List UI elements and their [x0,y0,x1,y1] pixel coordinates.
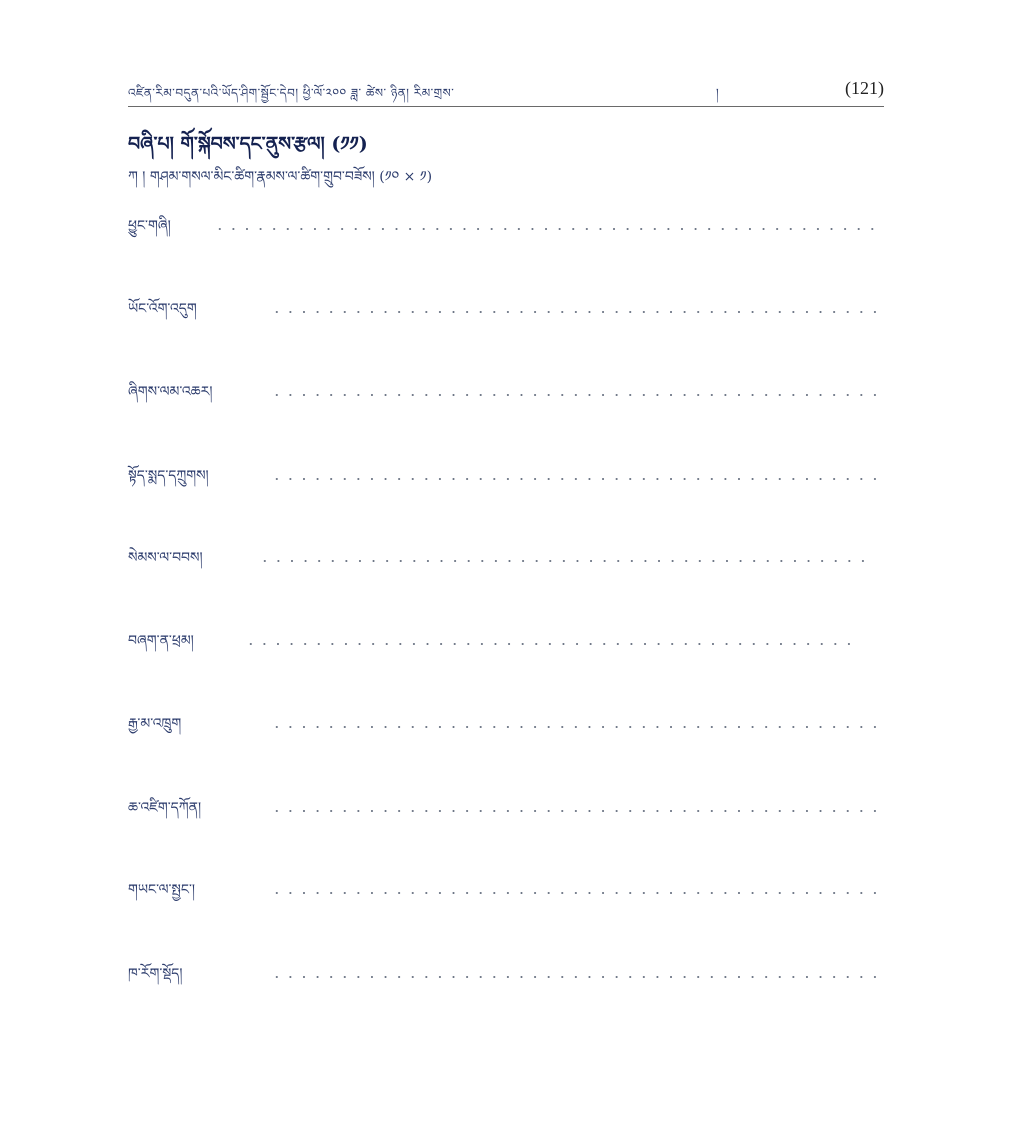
vocab-term: གཡང་ལ་སྤྱང་། [128,882,196,898]
vocab-term: ཕྱུང་གཞི། [128,218,171,234]
vocab-term: ཡོང་འོག་འདུག [128,301,197,317]
answer-row [128,629,194,659]
answer-row [128,380,212,410]
vocab-term: ཞིགས་ལམ་འཆར། [128,384,213,400]
answer-row [128,712,181,742]
header-separator: ། [716,86,720,100]
vocab-term: སེམས་ལ་བབས། [128,550,203,566]
answer-dotted-line[interactable] [244,643,857,645]
answer-row [128,464,209,494]
vocab-term: ཁ་རོག་སྡོད། [128,966,183,982]
answer-dotted-line[interactable] [270,892,883,894]
answer-row [128,546,203,576]
vocab-term: བཞག་ན་ཕྲམ། [128,633,194,649]
answer-dotted-line[interactable] [258,560,871,562]
answer-row [128,214,171,244]
section-title: བཞི་པ། གོ་སྐོབས་དང་ནུས་རྩལ། (༡༡) [128,133,368,155]
running-title: འཛིན་རིམ་བདུན་པའི་ཡོད་ཤིག་སྦྱོང་དེབ། ཕྱི་ལོ་༢༠༠ ཟླ་ ཚེས་ ཉིན། རིམ་གྲས་ [128,86,455,100]
answer-dotted-line[interactable] [270,810,883,812]
answer-row [128,878,195,908]
vocab-term: ཆ་འཛིག་དཀོན། [128,800,202,816]
question-prompt: ཀ ། གཤམ་གསལ་མིང་ཚིག་རྣམས་ལ་ཚིག་གྲུབ་བཟོས། (༡༠ × ༡) [128,169,433,185]
answer-row [128,297,197,327]
page-number: (121) [845,78,884,98]
running-header [128,78,884,107]
answer-row [128,962,183,992]
vocab-term: རྒྱ་མ་འཁྲུག [128,716,182,732]
answer-dotted-line[interactable] [270,726,883,728]
answer-row [128,796,201,826]
vocab-term: སྟོད་སྨད་དཀྲུགས། [128,468,209,484]
answer-dotted-line[interactable] [270,394,883,396]
answer-dotted-line[interactable] [270,478,883,480]
answer-dotted-line[interactable] [270,976,883,978]
answer-dotted-line[interactable] [213,228,883,230]
answer-dotted-line[interactable] [270,311,883,313]
